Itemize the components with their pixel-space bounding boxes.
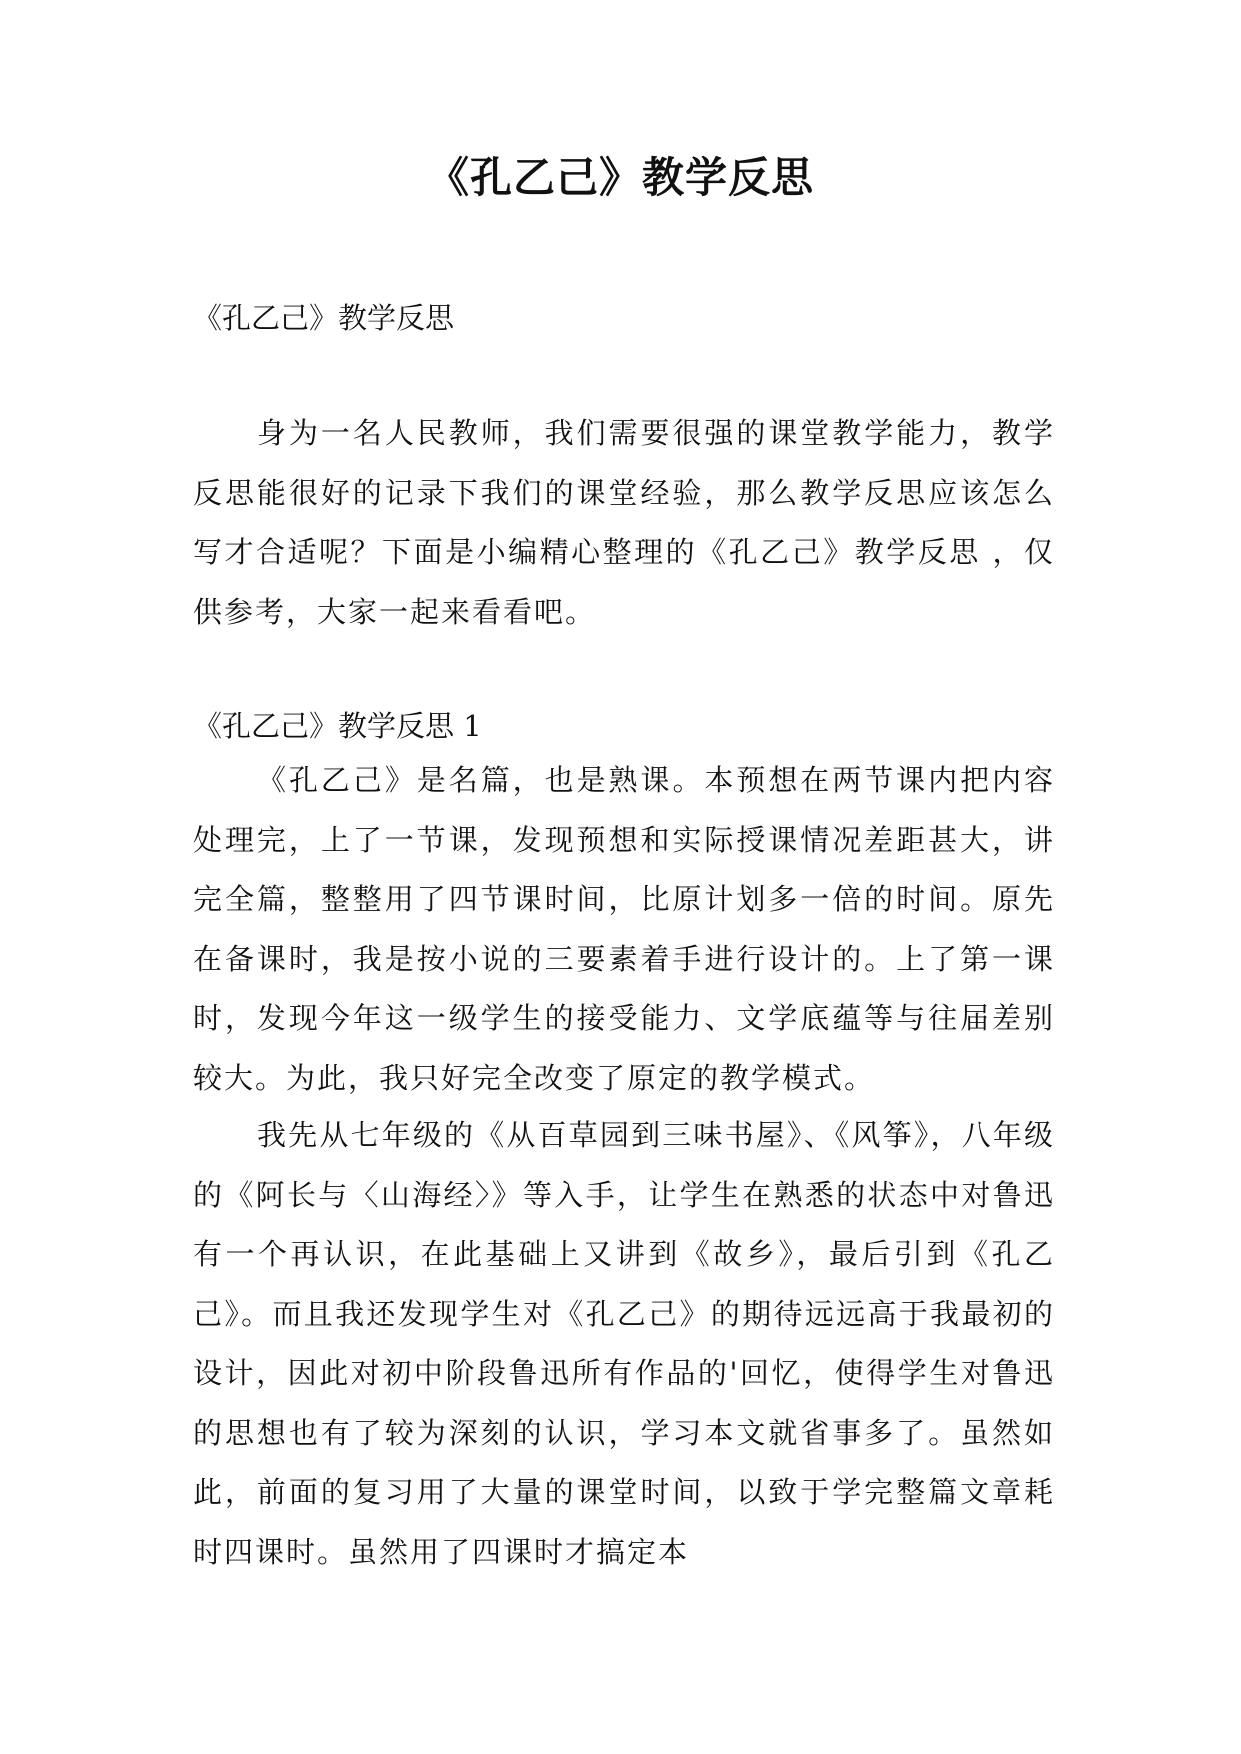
document-subtitle: 《孔乙己》教学反思 xyxy=(193,301,455,335)
body-paragraph-1: 《孔乙己》是名篇，也是熟课。本预想在两节课内把内容处理完，上了一节课，发现预想和实际授课情况差距甚大，讲完全篇，整整用了四节课时间，比原计划多一倍的时间。原先在备课时，我是按小说的三要素着手进行设计的。上了第一课时，发现今年这一级学生的接受能力、文学底蕴等与往届差别较大。为此，我只好完全改变了原定的教学模式。 xyxy=(193,763,1055,1095)
body-paragraph-2: 我先从七年级的《从百草园到三味书屋》、《风筝》，八年级的《阿长与〈山海经〉》等入手，让学生在熟悉的状态中对鲁迅有一个再认识，在此基础上又讲到《故乡》，最后引到《孔乙己》。而且我还发现学生对《孔乙己》的期待远远高于我最初的设计，因此对初中阶段鲁迅所有作品的'回忆，使得学生对鲁迅的思想也有了较为深刻的认识，学习本文就省事多了。虽然如此，前面的复习用了大量的课堂时间，以致于学完整篇文章耗时四课时。虽然用了四课时才搞定本 xyxy=(193,1118,1055,1569)
section-1-title: 《孔乙己》教学反思 1 xyxy=(193,709,482,743)
document-title: 《孔乙己》教学反思 xyxy=(426,153,814,202)
intro-paragraph: 身为一名人民教师，我们需要很强的课堂教学能力，教学反思能很好的记录下我们的课堂经验，那么教学反思应该怎么写才合适呢？下面是小编精心整理的《孔乙己》教学反思 ，仅供参考，大家一起来看看吧。 xyxy=(193,416,1055,629)
